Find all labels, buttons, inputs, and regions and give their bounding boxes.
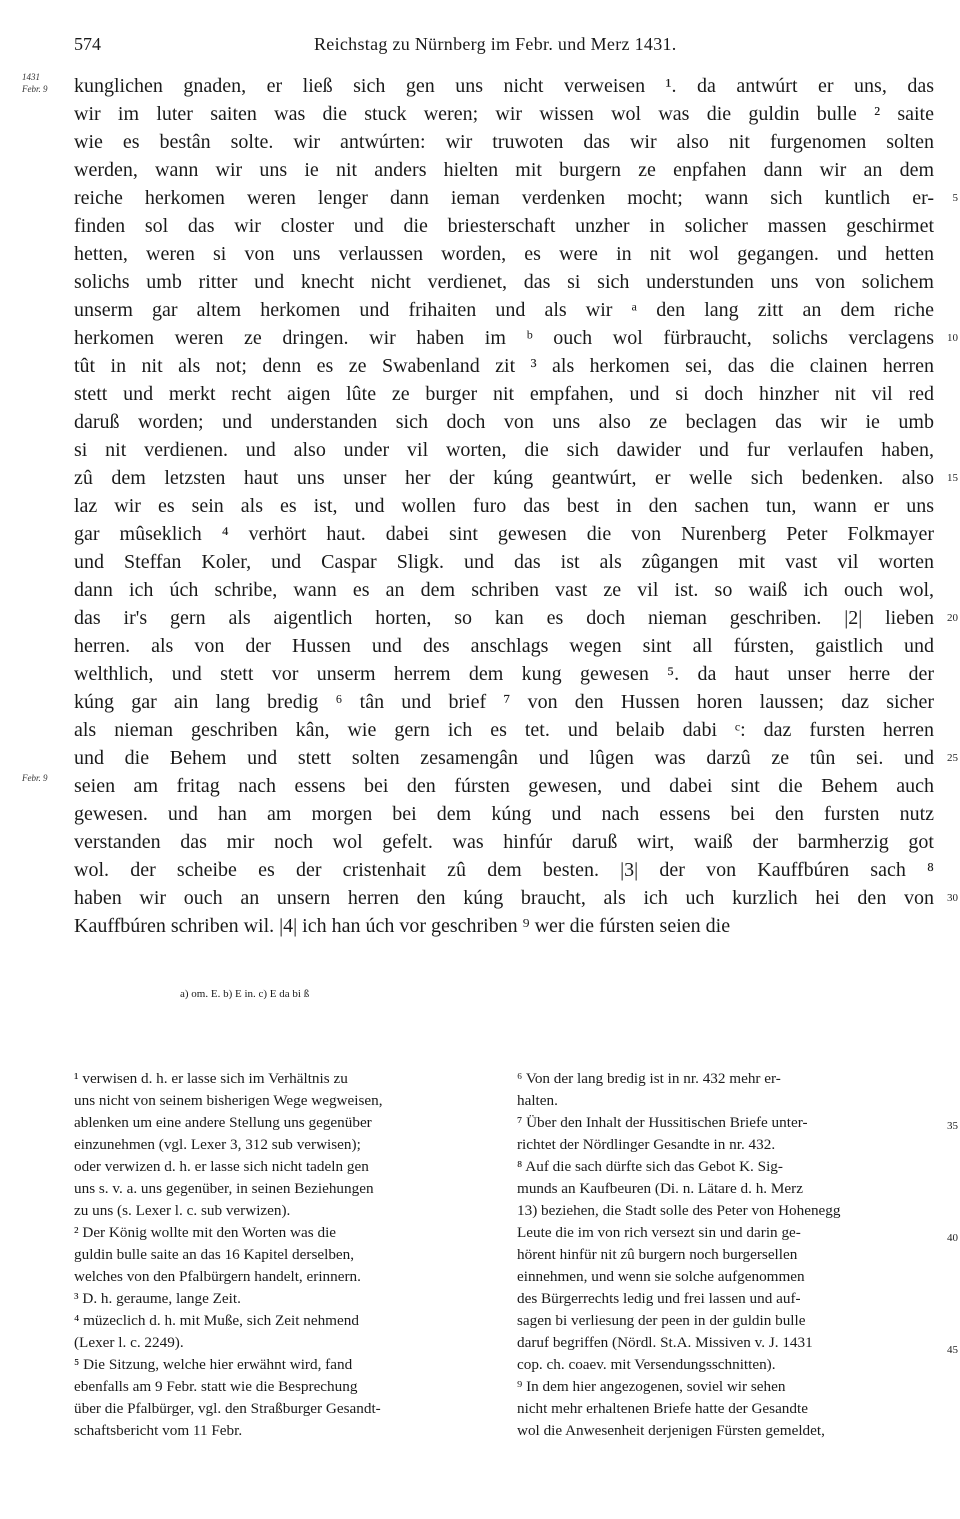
margin-date-2: Febr. 9 [22, 773, 48, 783]
text-line: und Steffan Koler, und Caspar Sligk. und das ist als zûgangen mit vast vil worten [74, 551, 934, 573]
text-line: dann ich úch schribe, wann es an dem schriben vast ze vil ist. so waiß ich ouch wol, [74, 579, 934, 601]
footnote-line: einnehmen, und wenn sie solche aufgenommen [517, 1268, 805, 1285]
text-line: tût in nit als not; denn es ze Swabenland zit ³ als herkomen sei, das die clainen herren [74, 355, 934, 377]
footnote-line: halten. [517, 1092, 558, 1109]
line-number: 15 [947, 472, 958, 484]
text-line: herren. als von der Hussen und des anschlags wegen sint all fúrsten, gaistlich und [74, 635, 934, 657]
footnote-line: Leute die im von rich versezt sin und darin ge- [517, 1224, 801, 1241]
footnote-line: sagen bi verliesung der peen in der guldin bulle [517, 1312, 806, 1329]
text-line: daruß worden; und understanden sich doch von uns also ze beclagen das wir ie umb [74, 411, 934, 433]
footnote-line: über die Pfalbürger, vgl. den Straßburger Gesandt- [74, 1400, 381, 1417]
footnote-line: richtet der Nördlinger Gesandte in nr. 432. [517, 1136, 776, 1153]
text-line: verstanden das mir noch wol gefelt. was hinfúr daruß wirt, waiß der barmherzig got [74, 831, 934, 853]
text-line: stett und merkt recht aigen lûte ze burger nit empfahen, und si doch hinzher nit vil red [74, 383, 934, 405]
footnote-line: ³ D. h. geraume, lange Zeit. [74, 1290, 241, 1307]
line-number: 10 [947, 332, 958, 344]
text-line: wir im luter saiten was die stuck weren; wir wissen wol was die guldin bulle ² saite [74, 103, 934, 125]
text-line: si nit verdienen. und also under vil worten, die sich dawider und fur verlaufen haben, [74, 439, 934, 461]
footnote-line: cop. ch. coaev. mit Versendungsschnitten). [517, 1356, 776, 1373]
footnote-line: ⁷ Über den Inhalt der Hussitischen Briefe unter- [517, 1114, 808, 1131]
line-number: 20 [947, 612, 958, 624]
text-line: wol. der scheibe es der cristenhait zû dem besten. |3| der von Kauffbúren sach ⁸ [74, 859, 934, 881]
text-line: Kauffbúren schriben wil. |4| ich han úch vor geschriben ⁹ wer die fúrsten seien die [74, 915, 731, 937]
footnote-line-number: 35 [947, 1120, 958, 1132]
text-line: herkomen weren ze dringen. wir haben im ᵇ ouch wol fürbraucht, solichs verclagens [74, 327, 934, 349]
page-number: 574 [74, 34, 101, 54]
text-line: wie es bestân solte. wir antwúrten: wir truwoten das wir also nit furgenomen solten [74, 131, 934, 153]
footnote-line: 13) beziehen, die Stadt solle des Peter von Hohenegg [517, 1202, 841, 1219]
running-head: Reichstag zu Nürnberg im Febr. und Merz 1431. [314, 34, 677, 54]
footnote-line: ² Der König wollte mit den Worten was die [74, 1224, 337, 1241]
variant-notes: a) om. E. b) E in. c) E da bi ß [180, 988, 310, 1000]
text-line: laz wir es sein als es ist, und wollen furo das best in den sachen tun, wann er uns [74, 495, 934, 517]
line-number: 25 [947, 752, 958, 764]
footnote-line: munds an Kaufbeuren (Di. n. Lätare d. h. Merz [517, 1180, 803, 1197]
footnote-line: welches von den Pfalbürgern handelt, erinnern. [74, 1268, 361, 1285]
footnote-line: nicht mehr erhaltenen Briefe hatte der Gesandte [517, 1400, 808, 1417]
footnote-line: oder verwizen d. h. er lasse sich nicht tadeln gen [74, 1158, 369, 1175]
footnote-line: daruf begriffen (Nördl. St.A. Missiven v. J. 1431 [517, 1334, 813, 1351]
line-number: 5 [952, 192, 958, 204]
footnote-line: zu uns (s. Lexer l. c. sub verwizen). [74, 1202, 291, 1219]
footnote-line: guldin bulle saite an das 16 Kapitel derselben, [74, 1246, 355, 1263]
text-line: hetten, weren si von uns verlaussen worden, es were in nit wol gegangen. und hetten [74, 243, 934, 265]
text-line: und die Behem und stett solten zesamengân und lûgen was darzû ze tûn sei. und [74, 747, 934, 769]
footnote-line: ebenfalls am 9 Febr. statt wie die Besprechung [74, 1378, 358, 1395]
text-line: zû dem letzsten haut uns unser her der kúng geantwúrt, er welle sich bedenken. also [74, 467, 934, 489]
main-text [74, 72, 934, 940]
footnote-line: uns s. v. a. uns gegenüber, in seinen Beziehungen [74, 1180, 374, 1197]
text-line: haben wir ouch an unsern herren den kúng braucht, als ich uch kurzlich hei den von [74, 887, 934, 909]
text-line: finden sol das wir closter und die briesterschaft unzher in solicher massen geschirmet [74, 215, 934, 237]
footnote-line: schaftsbericht vom 11 Febr. [74, 1422, 243, 1439]
footnote-line: uns nicht von seinem bisherigen Wege wegweisen, [74, 1092, 383, 1109]
footnote-line: ablenken um eine andere Stellung uns gegenüber [74, 1114, 372, 1131]
text-line: solichs umb ritter und knecht nicht verdienet, das si sich understunden uns von solichem [74, 271, 934, 293]
footnote-line: ⁶ Von der lang bredig ist in nr. 432 mehr er- [517, 1070, 781, 1087]
footnote-line: des Bürgerrechts ledig und frei lassen und auf- [517, 1290, 801, 1307]
text-line: reiche herkomen weren lenger dann ieman verdenken mocht; wann sich kuntlich er- [74, 187, 934, 209]
footnote-line-number: 45 [947, 1344, 958, 1356]
footnote-line: ⁸ Auf die sach dürfte sich das Gebot K. Sig- [517, 1158, 783, 1175]
text-line: das ir's gern als aigentlich horten, so kan es doch nieman geschriben. |2| lieben [74, 607, 934, 629]
text-line: als nieman geschriben kân, wie gern ich es tet. und belaib dabi ᶜ: daz fursten herren [74, 719, 934, 741]
text-line: unserm gar altem herkomen und frihaiten und als wir ᵃ den lang zitt an dem riche [74, 299, 934, 321]
footnote-line: einzunehmen (vgl. Lexer 3, 312 sub verwisen); [74, 1136, 361, 1153]
footnote-line: (Lexer l. c. 2249). [74, 1334, 184, 1351]
text-line: gar mûseklich ⁴ verhört haut. dabei sint gewesen die von Nurenberg Peter Folkmayer [74, 523, 934, 545]
footnote-line-number: 40 [947, 1232, 958, 1244]
text-line: kunglichen gnaden, er ließ sich gen uns nicht verweisen ¹. da antwúrt er uns, das [74, 75, 934, 97]
footnote-line: wol die Anwesenheit derjenigen Fürsten gemeldet, [517, 1422, 825, 1439]
footnote-line: ⁹ In dem hier angezogenen, soviel wir sehen [517, 1378, 786, 1395]
margin-year: 1431 [22, 72, 40, 82]
text-line: kúng gar ain lang bredig ⁶ tân und brief ⁷ von den Hussen horen laussen; daz sicher [74, 691, 934, 713]
margin-date: Febr. 9 [22, 84, 48, 94]
page-header [74, 34, 930, 58]
text-line: seien am fritag nach essens bei den fúrsten gewesen, und dabei sint die Behem auch [74, 775, 934, 797]
text-line: werden, wann wir uns ie nit anders hielten mit burgern ze enpfahen dann wir an dem [74, 159, 934, 181]
text-line: gewesen. und han am morgen bei dem kúng und nach essens bei den fursten nutz [74, 803, 934, 825]
text-line: welthlich, und stett vor unserm herrem dem kung gewesen ⁵. da haut unser herre der [74, 663, 934, 685]
footnotes-right-column [517, 1068, 929, 1442]
footnote-line: ¹ verwisen d. h. er lasse sich im Verhältnis zu [74, 1070, 348, 1087]
footnote-line: ⁴ müzeclich d. h. mit Muße, sich Zeit nehmend [74, 1312, 359, 1329]
footnote-line: hörent hinfür nit zû burgern noch burgersellen [517, 1246, 798, 1263]
line-number: 30 [947, 892, 958, 904]
footnote-line: ⁵ Die Sitzung, welche hier erwähnt wird, fand [74, 1356, 353, 1373]
footnotes-left-column [74, 1068, 486, 1442]
